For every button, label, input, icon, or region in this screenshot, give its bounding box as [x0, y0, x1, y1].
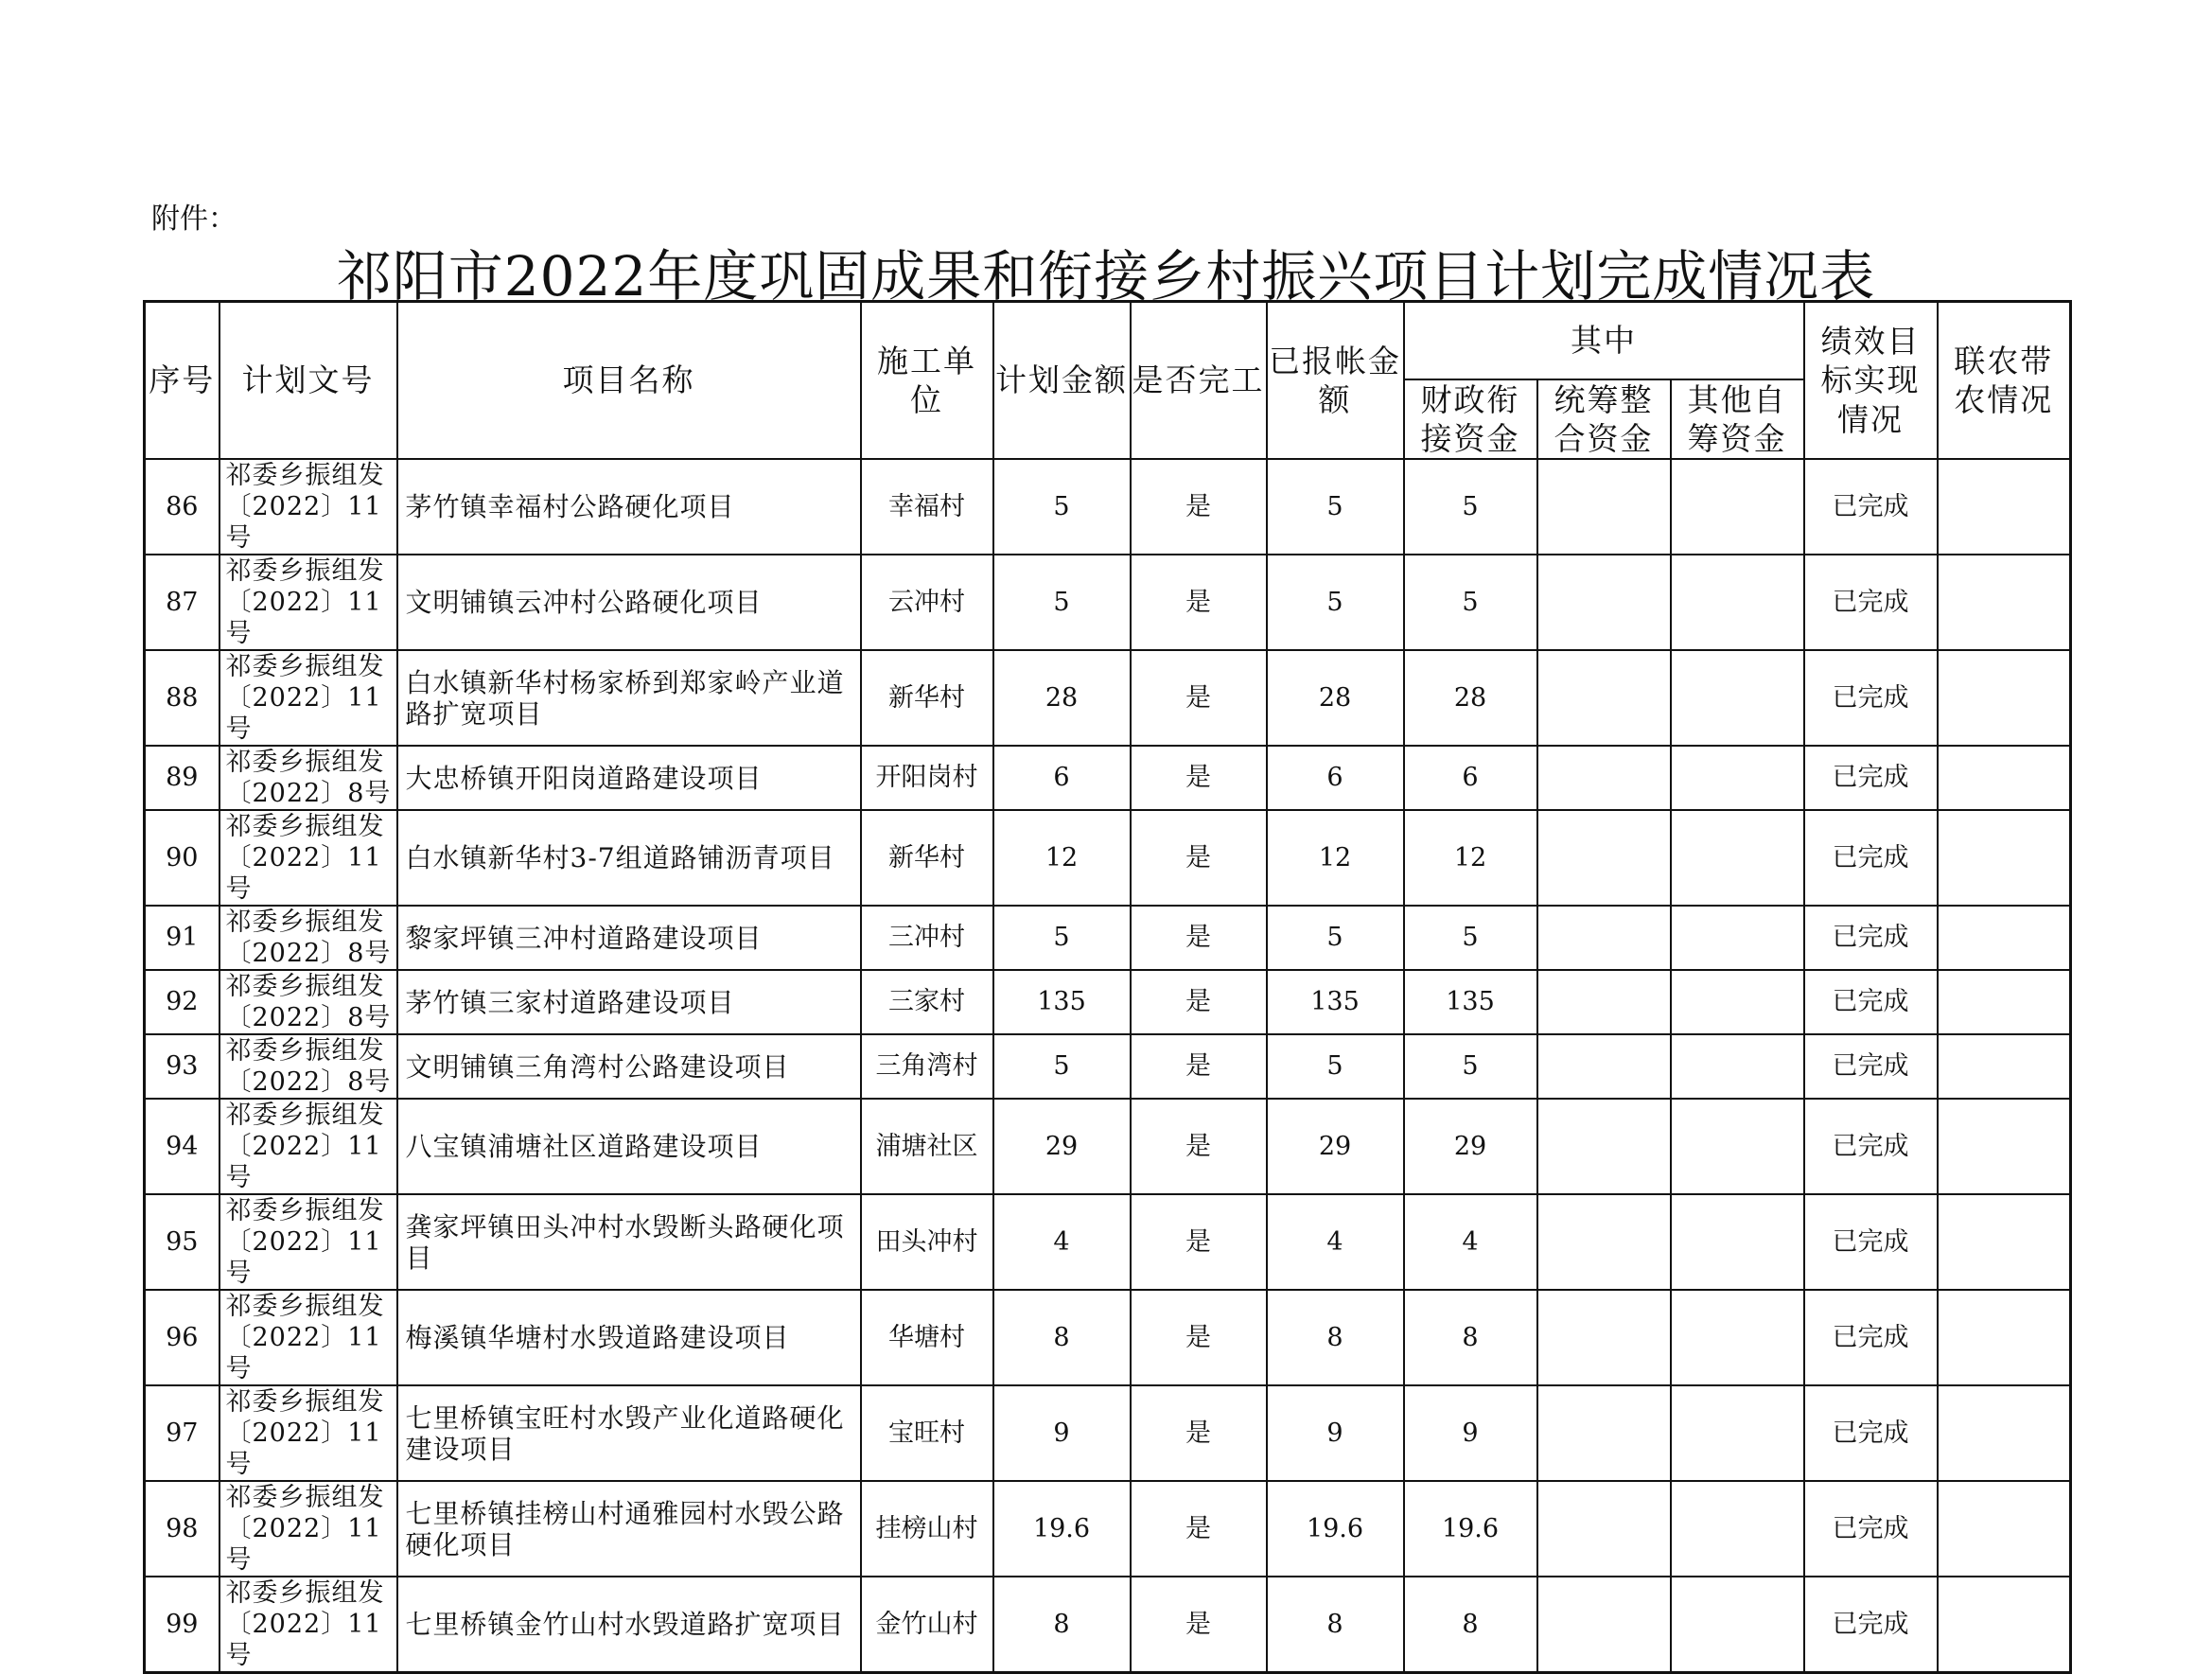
self-raised-funds-cell — [1671, 1099, 1804, 1194]
doc-number-cell: 祁委乡振组发 〔2022〕11号 — [219, 1194, 397, 1290]
farmer-linkage-cell — [1938, 1481, 2071, 1577]
header-doc: 计划文号 — [219, 302, 397, 460]
doc-number-cell: 祁委乡振组发 〔2022〕11号 — [219, 650, 397, 746]
seq-cell: 89 — [145, 746, 219, 810]
table-row — [145, 1194, 2071, 1290]
farmer-linkage-cell — [1938, 1385, 2071, 1481]
self-raised-funds-cell — [1671, 906, 1804, 970]
project-name-cell: 白水镇新华村杨家桥到郑家岭产业道路扩宽项目 — [397, 650, 861, 746]
completed-cell: 是 — [1131, 1385, 1267, 1481]
coordinated-funds-cell — [1537, 906, 1671, 970]
table-row — [145, 810, 2071, 906]
plan-amount-cell: 4 — [993, 1194, 1131, 1290]
coordinated-funds-cell — [1537, 555, 1671, 650]
plan-amount-cell: 29 — [993, 1099, 1131, 1194]
coordinated-funds-cell — [1537, 1099, 1671, 1194]
performance-cell: 已完成 — [1804, 1099, 1938, 1194]
coordinated-funds-cell — [1537, 1034, 1671, 1099]
reported-amount-cell: 4 — [1267, 1194, 1404, 1290]
completed-cell: 是 — [1131, 555, 1267, 650]
seq-cell: 95 — [145, 1194, 219, 1290]
table-row — [145, 1290, 2071, 1385]
seq-cell: 92 — [145, 970, 219, 1034]
performance-cell: 已完成 — [1804, 555, 1938, 650]
header-coord: 统筹整合资金 — [1537, 379, 1671, 460]
plan-amount-cell: 19.6 — [993, 1481, 1131, 1577]
reported-amount-cell: 5 — [1267, 555, 1404, 650]
farmer-linkage-cell — [1938, 1290, 2071, 1385]
self-raised-funds-cell — [1671, 1385, 1804, 1481]
unit-cell: 三家村 — [861, 970, 993, 1034]
project-name-cell: 七里桥镇挂榜山村通雅园村水毁公路硬化项目 — [397, 1481, 861, 1577]
unit-cell: 新华村 — [861, 810, 993, 906]
header-seq: 序号 — [145, 302, 219, 460]
completed-cell: 是 — [1131, 906, 1267, 970]
reported-amount-cell: 5 — [1267, 1034, 1404, 1099]
project-name-cell: 文明铺镇三角湾村公路建设项目 — [397, 1034, 861, 1099]
unit-cell: 新华村 — [861, 650, 993, 746]
completed-cell: 是 — [1131, 1290, 1267, 1385]
coordinated-funds-cell — [1537, 1481, 1671, 1577]
self-raised-funds-cell — [1671, 1194, 1804, 1290]
unit-cell: 幸福村 — [861, 459, 993, 555]
seq-cell: 99 — [145, 1577, 219, 1673]
self-raised-funds-cell — [1671, 555, 1804, 650]
performance-cell: 已完成 — [1804, 810, 1938, 906]
coordinated-funds-cell — [1537, 1194, 1671, 1290]
farmer-linkage-cell — [1938, 746, 2071, 810]
farmer-linkage-cell — [1938, 810, 2071, 906]
table-row — [145, 650, 2071, 746]
seq-cell: 98 — [145, 1481, 219, 1577]
attachment-label: 附件： — [151, 203, 237, 236]
farmer-linkage-cell — [1938, 970, 2071, 1034]
doc-number-cell: 祁委乡振组发 〔2022〕8号 — [219, 906, 397, 970]
reported-amount-cell: 9 — [1267, 1385, 1404, 1481]
reported-amount-cell: 6 — [1267, 746, 1404, 810]
fiscal-funds-cell: 135 — [1404, 970, 1537, 1034]
self-raised-funds-cell — [1671, 1290, 1804, 1385]
farmer-linkage-cell — [1938, 1034, 2071, 1099]
farmer-linkage-cell — [1938, 555, 2071, 650]
reported-amount-cell: 135 — [1267, 970, 1404, 1034]
coordinated-funds-cell — [1537, 650, 1671, 746]
performance-cell: 已完成 — [1804, 459, 1938, 555]
performance-cell: 已完成 — [1804, 1481, 1938, 1577]
seq-cell: 90 — [145, 810, 219, 906]
fiscal-funds-cell: 12 — [1404, 810, 1537, 906]
fiscal-funds-cell: 5 — [1404, 555, 1537, 650]
unit-cell: 三角湾村 — [861, 1034, 993, 1099]
completed-cell: 是 — [1131, 970, 1267, 1034]
unit-cell: 华塘村 — [861, 1290, 993, 1385]
self-raised-funds-cell — [1671, 1577, 1804, 1673]
performance-cell: 已完成 — [1804, 746, 1938, 810]
completed-cell: 是 — [1131, 1577, 1267, 1673]
doc-number-cell: 祁委乡振组发 〔2022〕8号 — [219, 970, 397, 1034]
seq-cell: 96 — [145, 1290, 219, 1385]
completed-cell: 是 — [1131, 810, 1267, 906]
project-name-cell: 梅溪镇华塘村水毁道路建设项目 — [397, 1290, 861, 1385]
seq-cell: 94 — [145, 1099, 219, 1194]
project-name-cell: 七里桥镇宝旺村水毁产业化道路硬化建设项目 — [397, 1385, 861, 1481]
seq-cell: 86 — [145, 459, 219, 555]
doc-number-cell: 祁委乡振组发 〔2022〕11号 — [219, 1577, 397, 1673]
fiscal-funds-cell: 8 — [1404, 1290, 1537, 1385]
plan-amount-cell: 12 — [993, 810, 1131, 906]
project-name-cell: 龚家坪镇田头冲村水毁断头路硬化项目 — [397, 1194, 861, 1290]
table-row — [145, 459, 2071, 555]
coordinated-funds-cell — [1537, 746, 1671, 810]
plan-amount-cell: 135 — [993, 970, 1131, 1034]
plan-amount-cell: 5 — [993, 906, 1131, 970]
header-reported: 已报帐金额 — [1267, 302, 1404, 460]
unit-cell: 田头冲村 — [861, 1194, 993, 1290]
project-name-cell: 茅竹镇三家村道路建设项目 — [397, 970, 861, 1034]
reported-amount-cell: 5 — [1267, 906, 1404, 970]
unit-cell: 开阳岗村 — [861, 746, 993, 810]
coordinated-funds-cell — [1537, 1385, 1671, 1481]
table-row — [145, 746, 2071, 810]
completed-cell: 是 — [1131, 746, 1267, 810]
table-row — [145, 1385, 2071, 1481]
seq-cell: 97 — [145, 1385, 219, 1481]
performance-cell: 已完成 — [1804, 650, 1938, 746]
fiscal-funds-cell: 6 — [1404, 746, 1537, 810]
seq-cell: 88 — [145, 650, 219, 746]
doc-number-cell: 祁委乡振组发 〔2022〕8号 — [219, 1034, 397, 1099]
seq-cell: 93 — [145, 1034, 219, 1099]
project-table — [143, 300, 2072, 1674]
fiscal-funds-cell: 28 — [1404, 650, 1537, 746]
plan-amount-cell: 9 — [993, 1385, 1131, 1481]
table-body — [145, 459, 2071, 1673]
reported-amount-cell: 29 — [1267, 1099, 1404, 1194]
performance-cell: 已完成 — [1804, 1577, 1938, 1673]
self-raised-funds-cell — [1671, 650, 1804, 746]
table-row — [145, 1577, 2071, 1673]
plan-amount-cell: 6 — [993, 746, 1131, 810]
unit-cell: 金竹山村 — [861, 1577, 993, 1673]
header-perf: 绩效目标实现情况 — [1804, 302, 1938, 460]
fiscal-funds-cell: 5 — [1404, 906, 1537, 970]
fiscal-funds-cell: 5 — [1404, 459, 1537, 555]
reported-amount-cell: 8 — [1267, 1290, 1404, 1385]
seq-cell: 91 — [145, 906, 219, 970]
header-fiscal: 财政衔接资金 — [1404, 379, 1537, 460]
project-name-cell: 大忠桥镇开阳岗道路建设项目 — [397, 746, 861, 810]
table-row — [145, 906, 2071, 970]
doc-number-cell: 祁委乡振组发 〔2022〕11号 — [219, 1481, 397, 1577]
self-raised-funds-cell — [1671, 746, 1804, 810]
header-done: 是否完工 — [1131, 302, 1267, 460]
table-row — [145, 1481, 2071, 1577]
seq-cell: 87 — [145, 555, 219, 650]
unit-cell: 浦塘社区 — [861, 1099, 993, 1194]
doc-number-cell: 祁委乡振组发 〔2022〕11号 — [219, 1099, 397, 1194]
farmer-linkage-cell — [1938, 1577, 2071, 1673]
header-plan: 计划金额 — [993, 302, 1131, 460]
plan-amount-cell: 8 — [993, 1577, 1131, 1673]
coordinated-funds-cell — [1537, 970, 1671, 1034]
completed-cell: 是 — [1131, 1099, 1267, 1194]
doc-number-cell: 祁委乡振组发 〔2022〕11号 — [219, 1290, 397, 1385]
self-raised-funds-cell — [1671, 1481, 1804, 1577]
farmer-linkage-cell — [1938, 459, 2071, 555]
fiscal-funds-cell: 9 — [1404, 1385, 1537, 1481]
unit-cell: 三冲村 — [861, 906, 993, 970]
project-name-cell: 黎家坪镇三冲村道路建设项目 — [397, 906, 861, 970]
doc-number-cell: 祁委乡振组发 〔2022〕8号 — [219, 746, 397, 810]
table-row — [145, 1034, 2071, 1099]
doc-number-cell: 祁委乡振组发 〔2022〕11号 — [219, 555, 397, 650]
farmer-linkage-cell — [1938, 1194, 2071, 1290]
fiscal-funds-cell: 29 — [1404, 1099, 1537, 1194]
farmer-linkage-cell — [1938, 906, 2071, 970]
fiscal-funds-cell: 8 — [1404, 1577, 1537, 1673]
table-row — [145, 1099, 2071, 1194]
header-unit: 施工单位 — [861, 302, 993, 460]
completed-cell: 是 — [1131, 650, 1267, 746]
project-name-cell: 茅竹镇幸福村公路硬化项目 — [397, 459, 861, 555]
completed-cell: 是 — [1131, 1194, 1267, 1290]
unit-cell: 宝旺村 — [861, 1385, 993, 1481]
fiscal-funds-cell: 19.6 — [1404, 1481, 1537, 1577]
header-among: 其中 — [1404, 302, 1804, 379]
doc-number-cell: 祁委乡振组发 〔2022〕11号 — [219, 810, 397, 906]
coordinated-funds-cell — [1537, 1290, 1671, 1385]
fiscal-funds-cell: 5 — [1404, 1034, 1537, 1099]
reported-amount-cell: 19.6 — [1267, 1481, 1404, 1577]
table-row — [145, 970, 2071, 1034]
document-title: 祁阳市2022年度巩固成果和衔接乡村振兴项目计划完成情况表 — [336, 244, 1876, 308]
plan-amount-cell: 28 — [993, 650, 1131, 746]
self-raised-funds-cell — [1671, 810, 1804, 906]
plan-amount-cell: 8 — [993, 1290, 1131, 1385]
performance-cell: 已完成 — [1804, 1385, 1938, 1481]
plan-amount-cell: 5 — [993, 1034, 1131, 1099]
project-name-cell: 白水镇新华村3-7组道路铺沥青项目 — [397, 810, 861, 906]
unit-cell: 云冲村 — [861, 555, 993, 650]
project-name-cell: 文明铺镇云冲村公路硬化项目 — [397, 555, 861, 650]
coordinated-funds-cell — [1537, 1577, 1671, 1673]
doc-number-cell: 祁委乡振组发 〔2022〕11号 — [219, 1385, 397, 1481]
completed-cell: 是 — [1131, 459, 1267, 555]
performance-cell: 已完成 — [1804, 1034, 1938, 1099]
performance-cell: 已完成 — [1804, 1194, 1938, 1290]
unit-cell: 挂榜山村 — [861, 1481, 993, 1577]
header-name: 项目名称 — [397, 302, 861, 460]
fiscal-funds-cell: 4 — [1404, 1194, 1537, 1290]
coordinated-funds-cell — [1537, 810, 1671, 906]
completed-cell: 是 — [1131, 1034, 1267, 1099]
self-raised-funds-cell — [1671, 970, 1804, 1034]
performance-cell: 已完成 — [1804, 1290, 1938, 1385]
plan-amount-cell: 5 — [993, 459, 1131, 555]
header-other: 其他自筹资金 — [1671, 379, 1804, 460]
reported-amount-cell: 12 — [1267, 810, 1404, 906]
plan-amount-cell: 5 — [993, 555, 1131, 650]
farmer-linkage-cell — [1938, 650, 2071, 746]
project-name-cell: 七里桥镇金竹山村水毁道路扩宽项目 — [397, 1577, 861, 1673]
performance-cell: 已完成 — [1804, 906, 1938, 970]
table-row — [145, 555, 2071, 650]
self-raised-funds-cell — [1671, 1034, 1804, 1099]
coordinated-funds-cell — [1537, 459, 1671, 555]
self-raised-funds-cell — [1671, 459, 1804, 555]
farmer-linkage-cell — [1938, 1099, 2071, 1194]
performance-cell: 已完成 — [1804, 970, 1938, 1034]
reported-amount-cell: 5 — [1267, 459, 1404, 555]
header-link: 联农带农情况 — [1938, 302, 2071, 460]
doc-number-cell: 祁委乡振组发 〔2022〕11号 — [219, 459, 397, 555]
completed-cell: 是 — [1131, 1481, 1267, 1577]
project-name-cell: 八宝镇浦塘社区道路建设项目 — [397, 1099, 861, 1194]
reported-amount-cell: 28 — [1267, 650, 1404, 746]
reported-amount-cell: 8 — [1267, 1577, 1404, 1673]
